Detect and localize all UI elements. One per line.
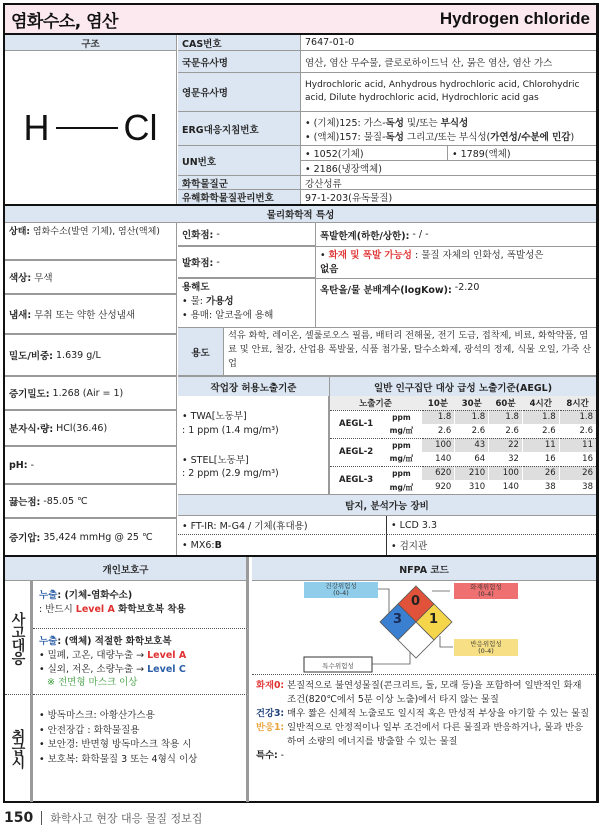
physchem-header-text: 물리화학적 특성: [266, 210, 335, 221]
ph-label: pH:: [9, 459, 28, 471]
aegl-cell: 2.6: [559, 424, 596, 438]
un-item-2186: [300, 161, 596, 176]
solubility-water-label: • 물:: [182, 295, 204, 307]
nfpa-reactivity-label-text: 반응위험성: [470, 640, 502, 648]
nfpa-desc-reactivity-key: 반응1:: [256, 721, 285, 733]
vapor-pressure-cell: [5, 519, 177, 555]
aegl-col-30min: 30분: [455, 396, 489, 410]
unit-ppm: ppm: [392, 440, 411, 450]
aegl-cell: 620: [421, 466, 455, 480]
aegl-cell: 1.8: [455, 410, 489, 424]
nfpa-desc-reactivity-text: 일반적으로 안정적이나 일부 조건에서 다른 물질과 반응하거나, 물과 반응하여 소량의 에너지를 방출할 수 있는 물질: [287, 721, 584, 747]
aegl-col-8h: 8시간: [559, 396, 596, 410]
uses-label-text: 용도: [191, 347, 210, 359]
autoignition-cell: [178, 247, 316, 279]
accident-liquid: [33, 629, 249, 695]
erg-item-liquid: [305, 129, 574, 143]
nfpa-fire-value: 0: [411, 594, 421, 609]
cas-value: [300, 35, 596, 51]
un-2186-text: • 2186(냉장액체): [305, 164, 382, 175]
aegl-cell: 16: [559, 452, 596, 466]
nfpa-desc-health-text: 매우 짧은 신체적 노출로도 일시적 혹은 만성적 부상을 야기할 수 있는 물질: [287, 707, 590, 719]
aegl2-ppm-row: [330, 438, 596, 452]
en-synonyms-value: [300, 73, 596, 112]
aegl-cell: 64: [455, 452, 489, 466]
aegl-cell: 920: [421, 480, 455, 494]
boiling-value: -85.05 ℃: [43, 495, 88, 507]
aegl1-label: AEGL-1: [330, 410, 382, 438]
aegl-col-10min: 10분: [421, 396, 455, 410]
density-value: 1.639 g/L: [56, 349, 101, 361]
bond-line: [56, 127, 118, 129]
boiling-label: 끓는점:: [9, 497, 41, 508]
nfpa-desc-fire-text: 본질적으로 불연성물질(콘크리트, 돌, 모래 등)을 포함하여 일반적인 화재 조건(820℃에서 5분 이상 노출)에서 타지 않는 물질: [287, 680, 582, 705]
accident-response-label-text: 사고대응: [9, 611, 26, 664]
aegl-cell: 32: [489, 452, 523, 466]
nfpa-reactivity-value: 1: [429, 612, 439, 627]
aegl-cell: 140: [421, 452, 455, 466]
accident-gas-pre: : 반드시: [39, 603, 76, 615]
erg-liq-mid: 그리고/또는 부식성(: [403, 131, 491, 143]
aegl-cell: 43: [455, 438, 489, 452]
detection-item-ftir: [178, 516, 387, 535]
aegl-col-4h: 4시간: [522, 396, 559, 410]
accident-liq-title: 누출: [39, 636, 58, 647]
autoignition-label: 발화점:: [182, 258, 214, 269]
aegl-table-wrap: [330, 396, 596, 494]
fire-explosion-cell: • 화재 및 폭발 가능성 : 물질 자체의 인화성, 폭발성은 없음: [316, 247, 596, 279]
boiling-cell: [5, 485, 177, 519]
book-title: 화학사고 현장 대응 물질 정보집: [50, 812, 203, 825]
aegl-header: [330, 375, 596, 396]
color-label: 색상:: [9, 273, 32, 284]
twa-value: : 1 ppm (1.4 mg/m³): [182, 424, 279, 436]
vapor-density-value: 1.268 (Air = 1): [52, 387, 124, 399]
workplace-header-text: 작업장 허용노출기준: [210, 382, 297, 394]
hazmat-no-value: [300, 190, 596, 204]
uses-value-text: 석유 화학, 레이온, 셀룰로오스 필름, 배터리 전해물, 전기 도금, 접착제, 비료, 화학약품, 염료 및 안료, 철강, 산업용 폭발물, 식품 첨가물, 탈수소화제, 광석의 정제, 식물 오일, 가죽 산업: [228, 330, 592, 369]
aegl-cell: 1.8: [421, 410, 455, 424]
aegl-cell: 38: [559, 480, 596, 494]
nfpa-desc-special-text: -: [280, 749, 285, 761]
kr-synonyms-label-text: 국문유사명: [182, 57, 228, 69]
nfpa-desc-health-key: 건강3:: [256, 707, 285, 719]
density-label: 밀도/비중:: [9, 351, 53, 362]
kr-synonyms-value: [300, 51, 596, 73]
aegl1-ppm-row: [330, 410, 596, 424]
en-synonyms-value-text: Hydrochloric acid, Anhydrous hydrochloric acid, Chlorohydric acid, Dilute hydrochloric acid, Hydrochloric acid gas: [305, 79, 580, 103]
un-label: [178, 146, 300, 176]
fire-explosion-value: : 물질 자체의 인화성, 폭발성은: [415, 250, 544, 261]
nfpa-desc-fire: [256, 679, 592, 707]
nfpa-fire-label-text: 화재위험성: [470, 583, 502, 591]
detection-header-text: 탐지, 분석가능 장비: [345, 501, 429, 512]
explosion-limits-cell: [316, 223, 596, 247]
nfpa-special-label: 특수위험성: [322, 662, 354, 670]
ignition-value: -: [216, 228, 220, 240]
detection-ftir-text: • FT-IR: M-G4 / 기체(휴대용): [182, 521, 308, 532]
erg-item-gas: [305, 115, 468, 129]
cas-label-text: CAS번호: [182, 38, 222, 50]
kr-synonyms-label: [178, 51, 300, 73]
handling-item: • 방독마스크: 아황산가스용: [39, 710, 155, 721]
erg-gas-bold2: 부식성: [440, 117, 469, 129]
workplace-body: [178, 396, 330, 494]
aegl2-label: AEGL-2: [330, 438, 382, 466]
title-bar: [5, 5, 596, 35]
logkow-value: -2.20: [454, 282, 480, 293]
explosion-limits-value: - / -: [412, 229, 429, 240]
logkow-cell: [316, 279, 596, 327]
nfpa-desc-fire-key: 화재0:: [256, 680, 285, 691]
structure-diagram: [5, 51, 177, 204]
state-value: 염화수소(발연 기체), 염산(액체): [32, 227, 160, 237]
twa-label: • TWA[노동부]: [182, 411, 247, 422]
autoignition-value: -: [216, 256, 220, 268]
aegl3-label: AEGL-3: [338, 475, 374, 486]
state-cell: [5, 223, 177, 261]
aegl3-ppm-row: [330, 466, 596, 480]
en-synonyms-label-text: 영문유사명: [182, 88, 228, 99]
aegl-cell: 2.6: [489, 424, 523, 438]
fire-explosion-label: 화재 및 폭발 가능성: [328, 250, 412, 261]
msds-page: [3, 3, 599, 803]
chem-group-label-text: 화학물질군: [182, 178, 228, 190]
nfpa-descriptions: [252, 677, 596, 801]
erg-liq-bold2: 가연성/수분에 민감: [490, 131, 571, 143]
chem-group-value: [300, 176, 596, 190]
nfpa-desc-special-key: 특수:: [256, 749, 278, 761]
detection-header: [178, 494, 596, 516]
uses-value: [224, 327, 596, 375]
stel-label: • STEL[노동부]: [182, 454, 249, 466]
aegl-header-text: 일반 인구집단 대상 급성 노출기준(AEGL): [373, 382, 553, 394]
fire-explosion-none: 없음: [320, 263, 339, 275]
erg-label: [178, 112, 300, 146]
solubility-water-value: 가용성: [206, 295, 234, 307]
nfpa-header-text: NFPA 코드: [399, 564, 449, 576]
nfpa-reactivity-label: [454, 641, 518, 655]
formula-h: H: [23, 106, 50, 148]
odor-cell: [5, 295, 177, 335]
cas-label: [178, 35, 300, 51]
nfpa-health-range: (0-4): [333, 589, 349, 598]
aegl-cell: 100: [489, 466, 523, 480]
accident-liq-level-a: Level A: [147, 649, 187, 661]
aegl-table: [330, 396, 596, 494]
nfpa-health-value: 3: [393, 612, 403, 627]
aegl-cell: 1.8: [489, 410, 523, 424]
aegl-cell: 1.8: [522, 410, 559, 424]
molecular-label: 분자식·량:: [9, 424, 54, 435]
accident-gas-level: Level A: [75, 603, 115, 615]
ignition-cell: [178, 223, 316, 247]
detection-lcd-text: • LCD 3.3: [391, 519, 437, 531]
aegl-cell: 2.6: [455, 424, 489, 438]
aegl-cell: 11: [522, 438, 559, 452]
hazmat-no-label: [178, 190, 300, 204]
un-1052-text: • 1052(기체): [305, 149, 364, 160]
aegl-cell: 38: [522, 480, 559, 494]
aegl-cell: 210: [455, 466, 489, 480]
accident-response-label: [5, 581, 33, 695]
accident-liq-note: ※ 전면형 마스크 이상: [47, 677, 138, 689]
explosion-limits-label: 폭발한계(하한/상한):: [320, 230, 410, 242]
detection-item-mx6: [178, 535, 387, 555]
page-footer: [4, 810, 202, 826]
title-english: Hydrogen chloride: [439, 9, 590, 28]
nfpa-reactivity-range: (0-4): [478, 647, 494, 656]
aegl-cell: 140: [489, 480, 523, 494]
hazmat-no-value-text: 97-1-203(유독물질): [305, 193, 393, 204]
nfpa-health-label: [304, 583, 378, 597]
accident-gas-sub: : (기체-염화수소): [57, 590, 133, 601]
aegl-cell: 22: [489, 438, 523, 452]
structure-header-text: 구조: [81, 38, 100, 50]
erg-liq-prefix: • (액체)157: 물질-: [305, 131, 386, 143]
molecular-cell: [5, 411, 177, 447]
solubility-label: 용해도: [182, 282, 210, 293]
erg-liq-bold1: 독성: [385, 131, 404, 143]
un-item-1789: [448, 146, 596, 161]
odor-value: 무취 또는 약한 산성냄새: [34, 310, 136, 321]
erg-label-text: ERG대응지침번호: [182, 124, 259, 136]
chem-group-label: [178, 176, 300, 190]
vapor-pressure-label: 증기압:: [9, 533, 41, 544]
structure-header: [5, 35, 177, 51]
nfpa-fire-label: [454, 584, 518, 598]
aegl-cell: 26: [559, 466, 596, 480]
ppe-header-text: 개인보호구: [102, 564, 149, 576]
un-label-text: UN번호: [182, 156, 217, 168]
detection-tube-text: • 검지관: [391, 541, 428, 552]
cas-value-text: 7647-01-0: [305, 37, 355, 48]
en-synonyms-label: [178, 73, 300, 112]
aegl-cell: 16: [522, 452, 559, 466]
aegl-cell: 11: [559, 438, 596, 452]
aegl-cell: 26: [522, 466, 559, 480]
formula-cl: Cl: [123, 106, 158, 148]
hazmat-no-label-text: 유해화학물질관리번호: [182, 193, 274, 204]
unit-ppm: ppm: [392, 468, 411, 478]
footer-separator: [41, 811, 42, 825]
nfpa-diagram: [252, 581, 596, 675]
logkow-label: 옥탄올/물 분배계수(logKow):: [320, 285, 452, 296]
accident-liq-item1: • 밀폐, 고온, 대량누출 →: [39, 649, 148, 661]
color-cell: [5, 261, 177, 295]
ppe-header: [5, 557, 249, 581]
aegl-cell: 2.6: [522, 424, 559, 438]
solubility-solvent: • 용매: 알코올에 용해: [182, 309, 274, 321]
aegl-cell: 100: [421, 438, 455, 452]
uses-label: [178, 327, 224, 375]
nfpa-fire-range: (0-4): [478, 590, 494, 599]
vapor-density-label: 증기밀도:: [9, 389, 50, 400]
unit-mg: mg/㎥: [382, 424, 421, 438]
vapor-density-cell: [5, 377, 177, 411]
unit-mg: mg/㎥: [389, 482, 414, 492]
stel-value: : 2 ppm (2.9 mg/m³): [182, 468, 279, 480]
solubility-cell: [178, 279, 316, 327]
ignition-label: 인화점:: [182, 230, 214, 241]
page-number: 150: [4, 810, 34, 826]
accident-liq-sub: : (액체) 적절한 화학보호복: [57, 636, 172, 647]
nfpa-desc-special: [256, 749, 592, 763]
state-label: 상태:: [9, 227, 30, 237]
erg-liq-suffix: ): [570, 131, 575, 143]
aegl-col-60min: 60분: [489, 396, 523, 410]
detection-item-lcd: [387, 516, 596, 535]
nfpa-desc-health: [256, 707, 592, 721]
handling-list: [33, 695, 249, 802]
erg-gas-mid: 및/또는: [403, 117, 441, 129]
aegl-cell: 1.8: [559, 410, 596, 424]
aegl-col-basis: 노출기준: [330, 396, 421, 410]
nfpa-health-label-text: 건강위험성: [325, 582, 357, 590]
accident-gas: [33, 581, 249, 629]
unit-ppm: ppm: [392, 412, 411, 422]
chem-group-value-text: 강산성류: [305, 178, 342, 190]
accident-liq-level-c: Level C: [147, 663, 186, 675]
accident-liq-item2: • 실외, 저온, 소량누출 →: [39, 663, 148, 675]
nfpa-desc-reactivity: [256, 721, 592, 749]
accident-gas-title: 누출: [39, 590, 58, 601]
accident-gas-post: 화학보호복 착용: [114, 603, 186, 615]
handling-label-text: 취급시: [9, 729, 26, 768]
physchem-header: [5, 204, 596, 223]
workplace-header: [178, 375, 330, 396]
detection-mx6-text: • MX6:: [182, 539, 215, 551]
density-cell: [5, 335, 177, 377]
odor-label: 냄새:: [9, 310, 32, 321]
handling-item: • 안전장갑 : 화학물질용: [39, 724, 140, 736]
detection-mx6-bold: B: [214, 539, 222, 551]
aegl-header-row: [330, 396, 596, 410]
kr-synonyms-value-text: 염산, 염산 무수물, 클로로하이드닉 산, 묽은 염산, 염산 가스: [305, 57, 553, 69]
erg-gas-bold1: 독성: [385, 117, 404, 129]
un-1789-text: • 1789(액체): [452, 149, 511, 160]
handling-item: • 보호복: 화학물질 3 또는 4형식 이상: [39, 754, 198, 766]
color-value: 무색: [34, 273, 53, 284]
unit-mg: mg/㎥: [382, 452, 421, 466]
molecular-value: HCl(36.46): [56, 422, 108, 434]
title-korean: 염화수소, 염산: [11, 11, 118, 32]
handling-item: • 보안경: 반면형 방독마스크 착용 시: [39, 739, 192, 751]
nfpa-header: [252, 557, 596, 581]
ph-value: -: [30, 459, 35, 471]
erg-gas-prefix: • (기체)125: 가스-: [305, 117, 386, 129]
un-item-1052: [300, 146, 448, 161]
erg-value: [300, 112, 596, 146]
handling-label: [5, 695, 33, 802]
aegl-cell: 2.6: [421, 424, 455, 438]
detection-item-tube: [387, 535, 596, 555]
vapor-pressure-value: 35,424 mmHg @ 25 ℃: [43, 531, 153, 543]
ph-cell: [5, 447, 177, 485]
aegl-cell: 310: [455, 480, 489, 494]
